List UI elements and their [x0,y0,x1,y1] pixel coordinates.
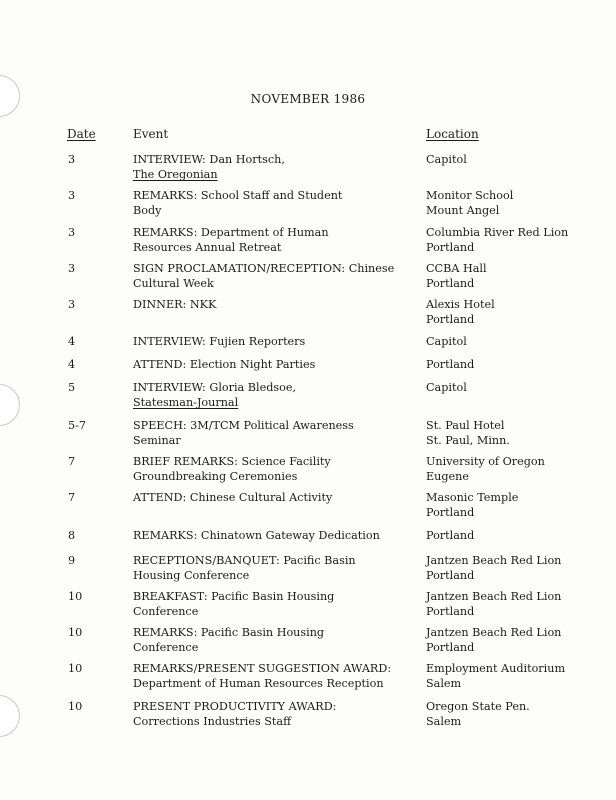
event-line-1: ATTEND: Chinese Cultural Activity [133,491,333,504]
event-description [133,225,413,255]
event-date: 10 [68,590,83,603]
event-line-2: Resources Annual Retreat [133,241,282,254]
event-date: 8 [68,529,76,542]
event-date: 7 [68,455,76,468]
event-location [426,625,606,655]
event-date: 3 [68,153,76,166]
event-location [426,297,606,327]
event-date: 5 [68,381,76,394]
location-line-2: Portland [426,641,475,654]
event-location [426,418,606,448]
location-line-1: Monitor School [426,189,514,202]
event-line-1: REMARKS: Pacific Basin Housing [133,626,325,639]
event-line-2: Seminar [133,434,181,447]
event-location [426,380,606,395]
event-description [133,152,413,182]
location-line-2: Salem [426,677,462,690]
location-line-2: Portland [426,506,475,519]
location-line-2: Portland [426,241,475,254]
location-line-1: St. Paul Hotel [426,419,505,432]
event-location [426,661,606,691]
binder-hole-middle [0,384,20,426]
event-line-1: INTERVIEW: Fujien Reporters [133,335,306,348]
event-location [426,454,606,484]
event-line-1: DINNER: NKK [133,298,217,311]
event-description [133,334,413,349]
location-line-1: University of Oregon [426,455,545,468]
event-line-1: REMARKS/PRESENT SUGGESTION AWARD: [133,662,392,675]
event-location [426,152,606,167]
column-header-date: Date [67,127,96,141]
event-line-1: INTERVIEW: Dan Hortsch, [133,153,285,166]
event-description [133,490,413,505]
event-location [426,528,606,543]
event-description [133,297,413,312]
event-line-1: RECEPTIONS/BANQUET: Pacific Basin [133,554,356,567]
event-date: 3 [68,189,76,202]
event-line-2: Body [133,204,162,217]
event-date: 3 [68,226,76,239]
event-line-1: REMARKS: School Staff and Student [133,189,343,202]
location-line-1: Alexis Hotel [426,298,495,311]
event-line-1: REMARKS: Department of Human [133,226,329,239]
event-location [426,553,606,583]
event-location [426,334,606,349]
event-line-1: BRIEF REMARKS: Science Facility [133,455,331,468]
event-date: 4 [68,335,76,348]
event-location [426,699,606,729]
event-line-2: Corrections Industries Staff [133,715,292,728]
location-line-1: Portland [426,358,475,371]
location-line-1: Jantzen Beach Red Lion [426,626,562,639]
event-description [133,625,413,655]
location-line-1: Columbia River Red Lion [426,226,569,239]
event-date: 3 [68,262,76,275]
event-line-1: SPEECH: 3M/TCM Political Awareness [133,419,354,432]
event-description [133,589,413,619]
location-line-1: Masonic Temple [426,491,519,504]
location-line-1: Portland [426,529,475,542]
location-line-2: Mount Angel [426,204,500,217]
event-line-2: Cultural Week [133,277,214,290]
event-line-2: Conference [133,605,199,618]
location-line-1: CCBA Hall [426,262,487,275]
event-description [133,261,413,291]
location-line-2: Portland [426,569,475,582]
event-line-1: BREAKFAST: Pacific Basin Housing [133,590,335,603]
location-line-2: Portland [426,313,475,326]
event-description [133,357,413,372]
location-line-1: Jantzen Beach Red Lion [426,590,562,603]
event-line-2: Conference [133,641,199,654]
event-description [133,528,413,543]
event-line-2: The Oregonian [133,168,218,181]
page-title: NOVEMBER 1986 [250,92,366,106]
event-line-2: Statesman-Journal [133,396,239,409]
event-date: 7 [68,491,76,504]
event-location [426,357,606,372]
event-date: 3 [68,298,76,311]
event-date: 4 [68,358,76,371]
event-location [426,589,606,619]
event-location [426,261,606,291]
event-description [133,418,413,448]
location-line-1: Jantzen Beach Red Lion [426,554,562,567]
event-line-2: Department of Human Resources Reception [133,677,384,690]
event-location [426,490,606,520]
location-line-2: Eugene [426,470,469,483]
event-description [133,699,413,729]
location-line-2: Salem [426,715,462,728]
event-date: 9 [68,554,76,567]
event-date: 10 [68,626,83,639]
event-description [133,380,413,410]
location-line-1: Capitol [426,381,467,394]
event-date: 10 [68,662,83,675]
binder-hole-bottom [0,695,20,737]
location-line-2: St. Paul, Minn. [426,434,510,447]
event-date: 5-7 [68,419,87,432]
location-line-1: Employment Auditorium [426,662,566,675]
event-location [426,225,606,255]
event-line-2: Housing Conference [133,569,250,582]
event-description [133,454,413,484]
event-description [133,188,413,218]
event-line-1: ATTEND: Election Night Parties [133,358,316,371]
column-header-location: Location [426,127,479,141]
location-line-1: Capitol [426,153,467,166]
location-line-1: Capitol [426,335,467,348]
event-date: 10 [68,700,83,713]
column-header-event: Event [133,127,169,141]
event-line-1: INTERVIEW: Gloria Bledsoe, [133,381,297,394]
event-line-2: Groundbreaking Ceremonies [133,470,298,483]
location-line-1: Oregon State Pen. [426,700,530,713]
event-line-1: SIGN PROCLAMATION/RECEPTION: Chinese [133,262,395,275]
event-location [426,188,606,218]
location-line-2: Portland [426,277,475,290]
event-description [133,661,413,691]
location-line-2: Portland [426,605,475,618]
event-line-1: REMARKS: Chinatown Gateway Dedication [133,529,380,542]
event-line-1: PRESENT PRODUCTIVITY AWARD: [133,700,337,713]
event-description [133,553,413,583]
